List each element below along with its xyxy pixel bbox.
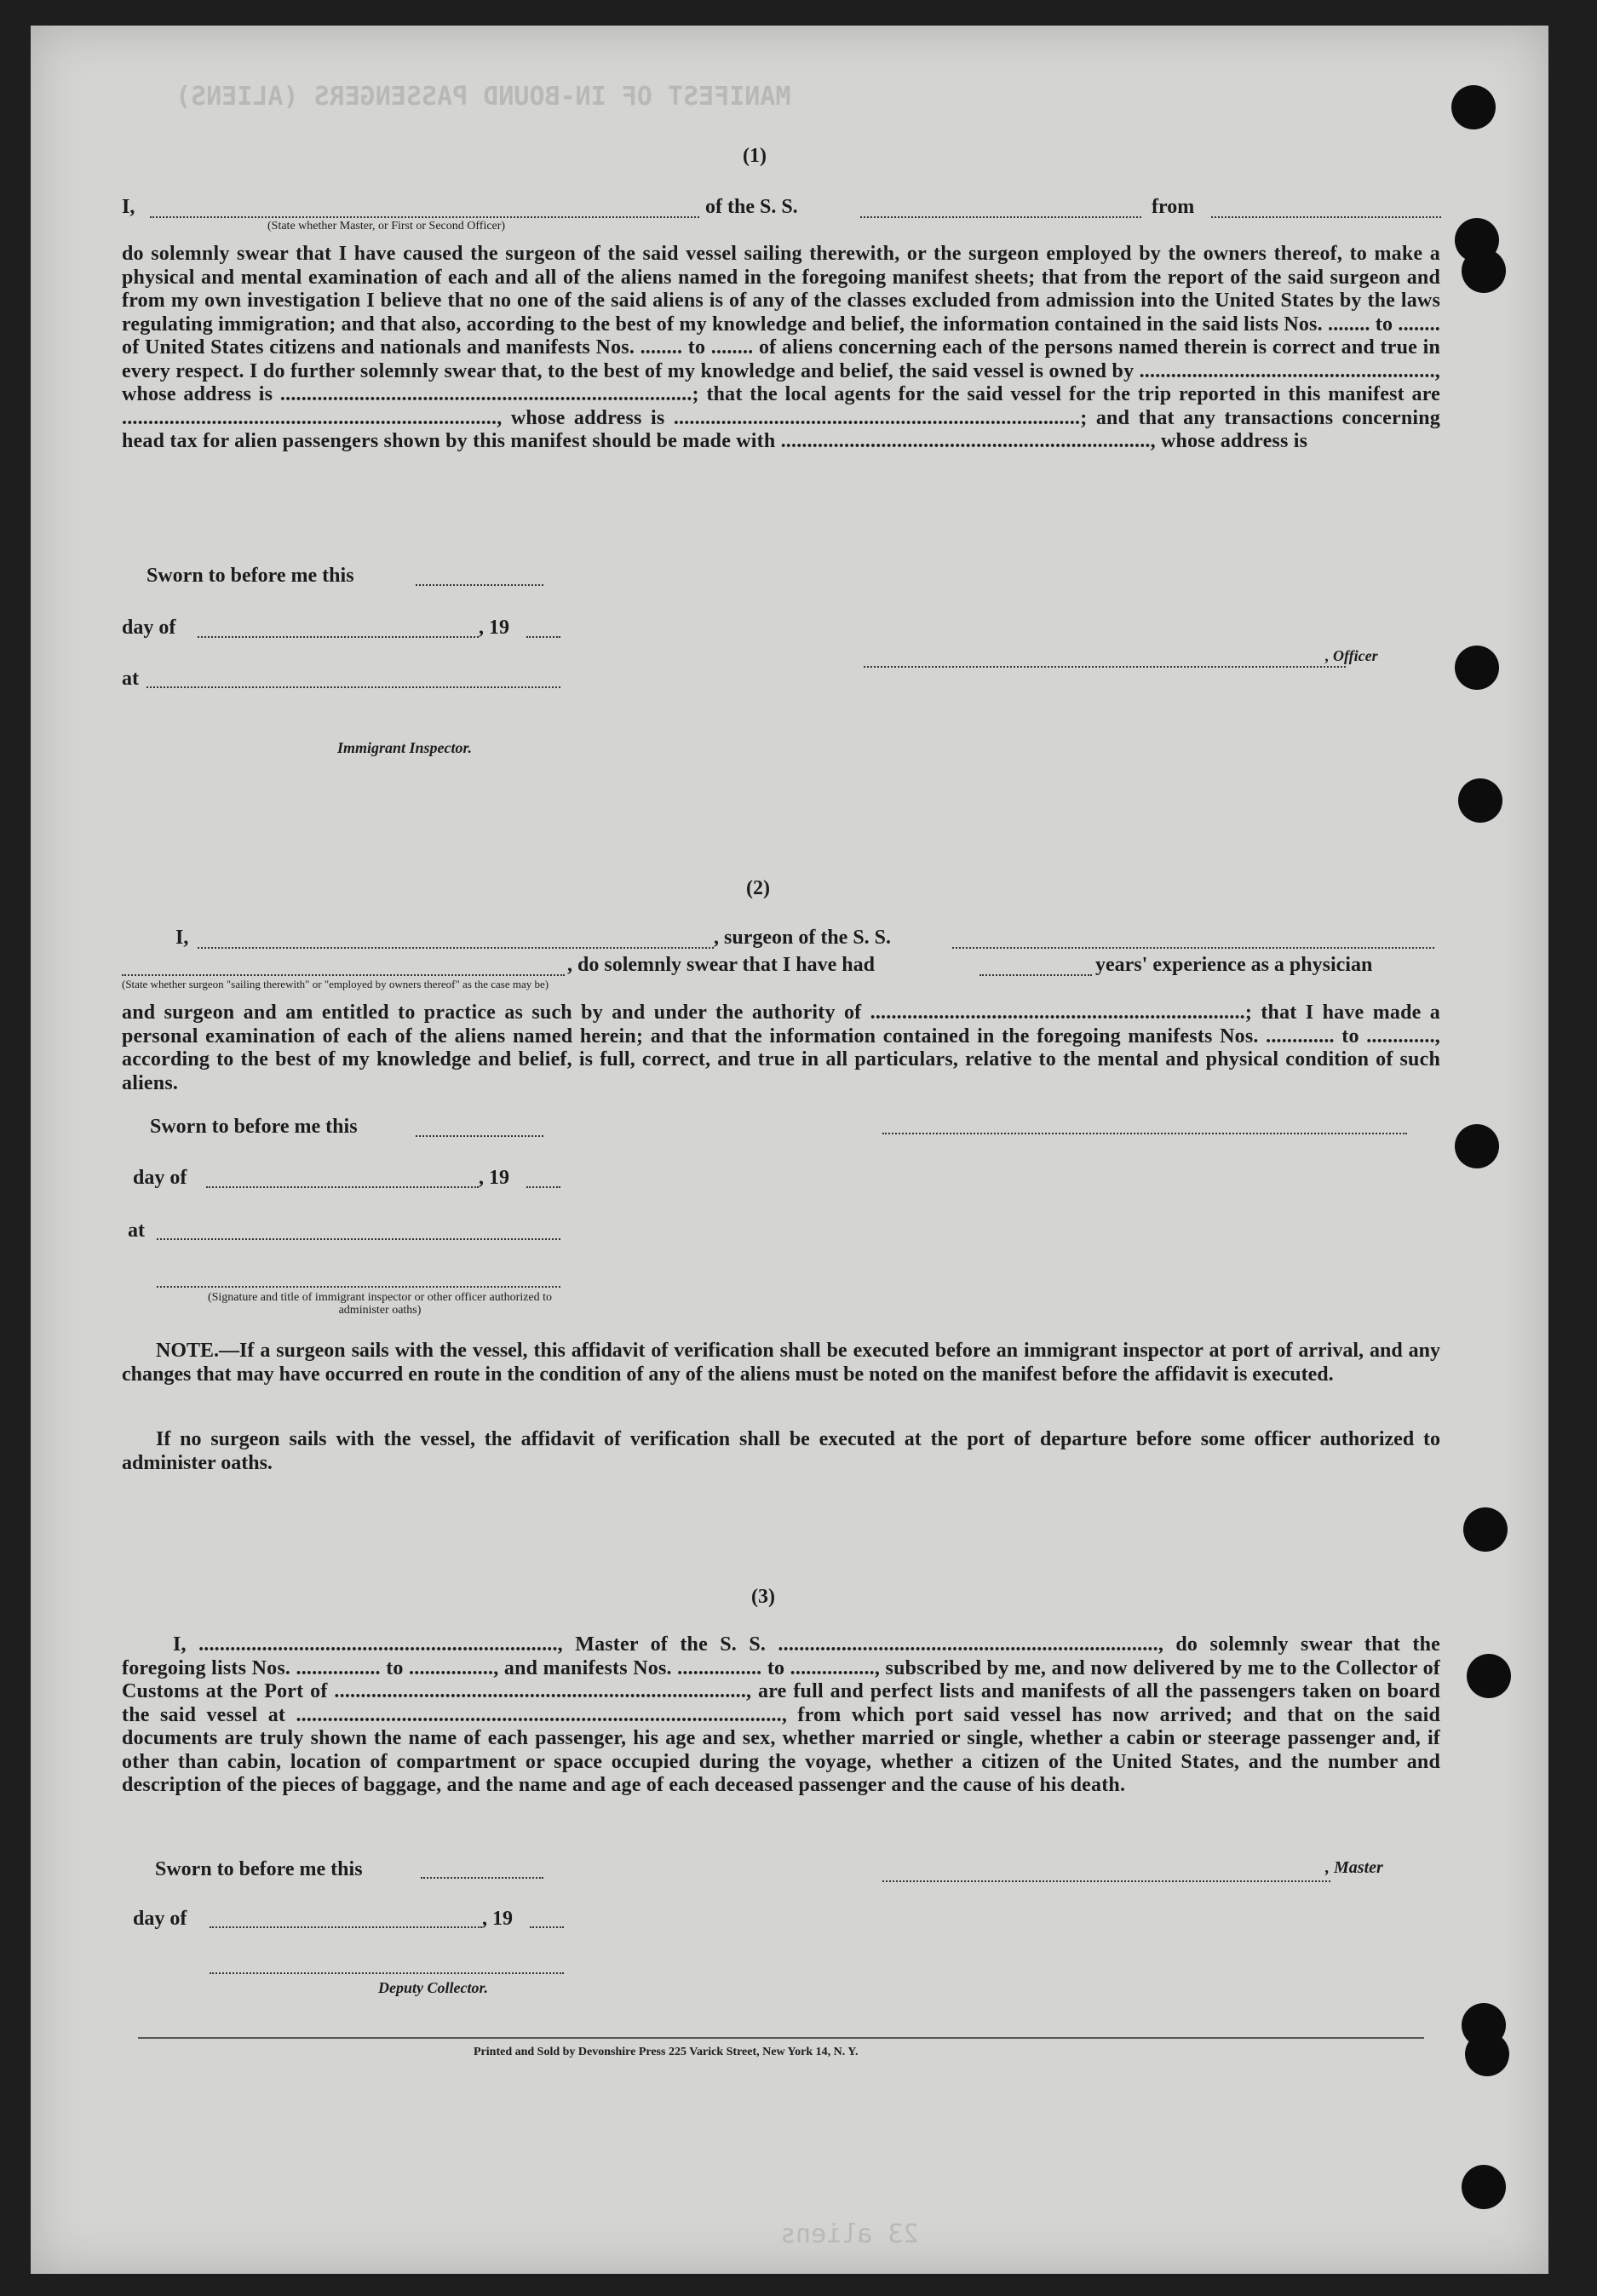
day-of-field[interactable] — [198, 636, 479, 638]
section-3-year: , 19 — [482, 1908, 513, 1930]
punch-hole — [1455, 1124, 1499, 1168]
section-3-day-of: day of — [133, 1908, 187, 1930]
surgeon-name-field[interactable] — [198, 947, 714, 949]
section-2-day-of: day of — [133, 1167, 187, 1189]
deputy-collector-label: Deputy Collector. — [378, 1979, 488, 1996]
section-1-number: (1) — [743, 145, 767, 167]
section-2-sworn: Sworn to before me this — [150, 1116, 358, 1138]
section-2-caption: (State whether surgeon "sailing therewith" or "employed by owners thereof" as the case may be) — [122, 978, 549, 990]
section-2-swear: , do solemnly swear that I have had — [567, 954, 875, 976]
section-2-number: (2) — [746, 877, 770, 899]
sworn-date-field-3[interactable] — [421, 1877, 543, 1879]
punch-hole — [1458, 778, 1502, 823]
section-2-year: , 19 — [479, 1167, 509, 1189]
section-1-caption: (State whether Master, or First or Second Officer) — [267, 220, 506, 232]
officer-signature-line[interactable] — [864, 666, 1346, 668]
surgeon-type-field[interactable] — [122, 974, 565, 976]
manifest-page — [31, 26, 1548, 2274]
at-field-2[interactable] — [157, 1238, 560, 1240]
section-2-caption-2: (Signature and title of immigrant inspector or other officer authorized to administer oaths) — [207, 1291, 553, 1317]
deputy-collector-line[interactable] — [210, 1972, 564, 1974]
section-2-lead: I, — [175, 927, 189, 949]
section-2-at: at — [128, 1220, 145, 1242]
punch-hole — [1451, 85, 1496, 129]
inspector-signature-line[interactable] — [157, 1286, 560, 1288]
surgeon-note: NOTE.—If a surgeon sails with the vessel, this affidavit of verification shall be executed before an immigrant inspector at port of arrival, and any changes that may have occurred en route in the condition of any of the aliens must be noted on the manifest before the affidavit is executed. — [122, 1340, 1440, 1386]
section-1-day-of: day of — [122, 617, 176, 639]
punch-hole — [1462, 249, 1506, 293]
section-2-years: years' experience as a physician — [1095, 954, 1373, 976]
day-of-field-3[interactable] — [210, 1926, 482, 1928]
master-signature-line[interactable] — [882, 1880, 1330, 1882]
section-3-sworn: Sworn to before me this — [155, 1858, 363, 1880]
sworn-date-field-2[interactable] — [416, 1135, 543, 1137]
at-field[interactable] — [146, 686, 560, 688]
section-1-sworn: Sworn to before me this — [146, 565, 354, 587]
section-3-number: (3) — [751, 1586, 775, 1608]
officer-name-field[interactable] — [150, 216, 699, 218]
day-of-field-2[interactable] — [206, 1186, 479, 1188]
section-3-master: , Master — [1325, 1858, 1383, 1877]
immigrant-inspector-label: Immigrant Inspector. — [337, 739, 473, 756]
punch-hole — [1462, 2165, 1506, 2209]
show-through-footer: 23 aliens — [780, 2219, 919, 2249]
footer-rule — [138, 2037, 1424, 2039]
punch-hole — [1467, 1654, 1511, 1698]
sworn-date-field[interactable] — [416, 584, 543, 586]
section-1-lead: I, — [122, 196, 135, 218]
section-2-body: and surgeon and am entitled to practice as such by and under the authority of .......................................................................; that I have made a personal examination of each of the aliens named herein; and that the information contained in the foregoing manifests Nos. ............. to ............., according to the best of my knowledge and belief, is full, correct, and true in all particulars, relative to the mental and physical condition of such aliens. — [122, 1002, 1440, 1094]
punch-hole — [1455, 646, 1499, 690]
punch-hole — [1463, 1507, 1508, 1552]
year-field-3[interactable] — [530, 1926, 564, 1928]
year-field-2[interactable] — [526, 1186, 560, 1188]
surgeon-signature-line[interactable] — [882, 1133, 1407, 1134]
section-1-at: at — [122, 668, 139, 690]
year-field[interactable] — [526, 636, 560, 638]
show-through-header: MANIFEST OF IN-BOUND PASSENGERS (ALIENS) — [175, 82, 791, 112]
section-2-surgeon-of: , surgeon of the S. S. — [714, 927, 892, 949]
section-3-body: I, ...................................................................., Master of the S. S. ........................................................................, do solemnly swear that the foregoing lists Nos. ................ to ................, and manifests Nos. ................ to ................, subscribed by me, and now delivered by me to the Collector of Customs at the Port of .............................................................................., are full and perfect lists and manifests of all the passengers taken on board the said vessel at ............................................................................................, from which port said vessel has now arrived; and that on the said documents are truly shown the name of each passenger, his age and sex, whether married or single, whether a cabin or steerage passenger and, if other than cabin, location of compartment or space occupied during the voyage, whether a citizen of the United States, and the number and description of the pieces of baggage, and the name and age of each deceased passenger and the cause of his death. — [122, 1633, 1440, 1796]
section-1-vessel-label: of the S. S. — [705, 196, 798, 218]
port-from-field[interactable] — [1211, 216, 1441, 218]
punch-hole — [1465, 2032, 1509, 2076]
vessel-name-field[interactable] — [860, 216, 1141, 218]
surgeon-vessel-field[interactable] — [952, 947, 1434, 949]
section-1-body: do solemnly swear that I have caused the surgeon of the said vessel sailing therewith, or the surgeon employed by the owners thereof, to make a physical and mental examination of each and all of the aliens named in the foregoing manifest sheets; that from the report of the said surgeon and from my own investigation I believe that no one of the said aliens is of any of the classes excluded from admission into the United States by the laws regulating immigration; and that also, according to the best of my knowledge and belief, the information contained in the said lists Nos. ........ to ........ of United States citizens and nationals and manifests Nos. ........ to ........ of aliens concerning each of the persons named therein is correct and true in every respect. I do further solemnly swear that, to the best of my knowledge and belief, the said vessel is owned by ........................................................, whose address is ..............................................................................; that the local agents for the said vessel for the trip reported in this manifest are ......................................................................., whose address is .............................................................................; and that any transactions concerning head tax for alien passengers shown by this manifest should be made with ......................................................................, whose address is — [122, 243, 1440, 452]
section-1-year: , 19 — [479, 617, 509, 639]
printer-imprint: Printed and Sold by Devonshire Press 225 Varick Street, New York 14, N. Y. — [474, 2046, 859, 2058]
no-surgeon-note: If no surgeon sails with the vessel, the affidavit of verification shall be executed at the port of departure before some officer authorized to administer oaths. — [122, 1428, 1440, 1474]
section-1-from-label: from — [1152, 196, 1195, 218]
section-1-officer: , Officer — [1325, 647, 1378, 664]
years-experience-field[interactable] — [979, 974, 1092, 976]
